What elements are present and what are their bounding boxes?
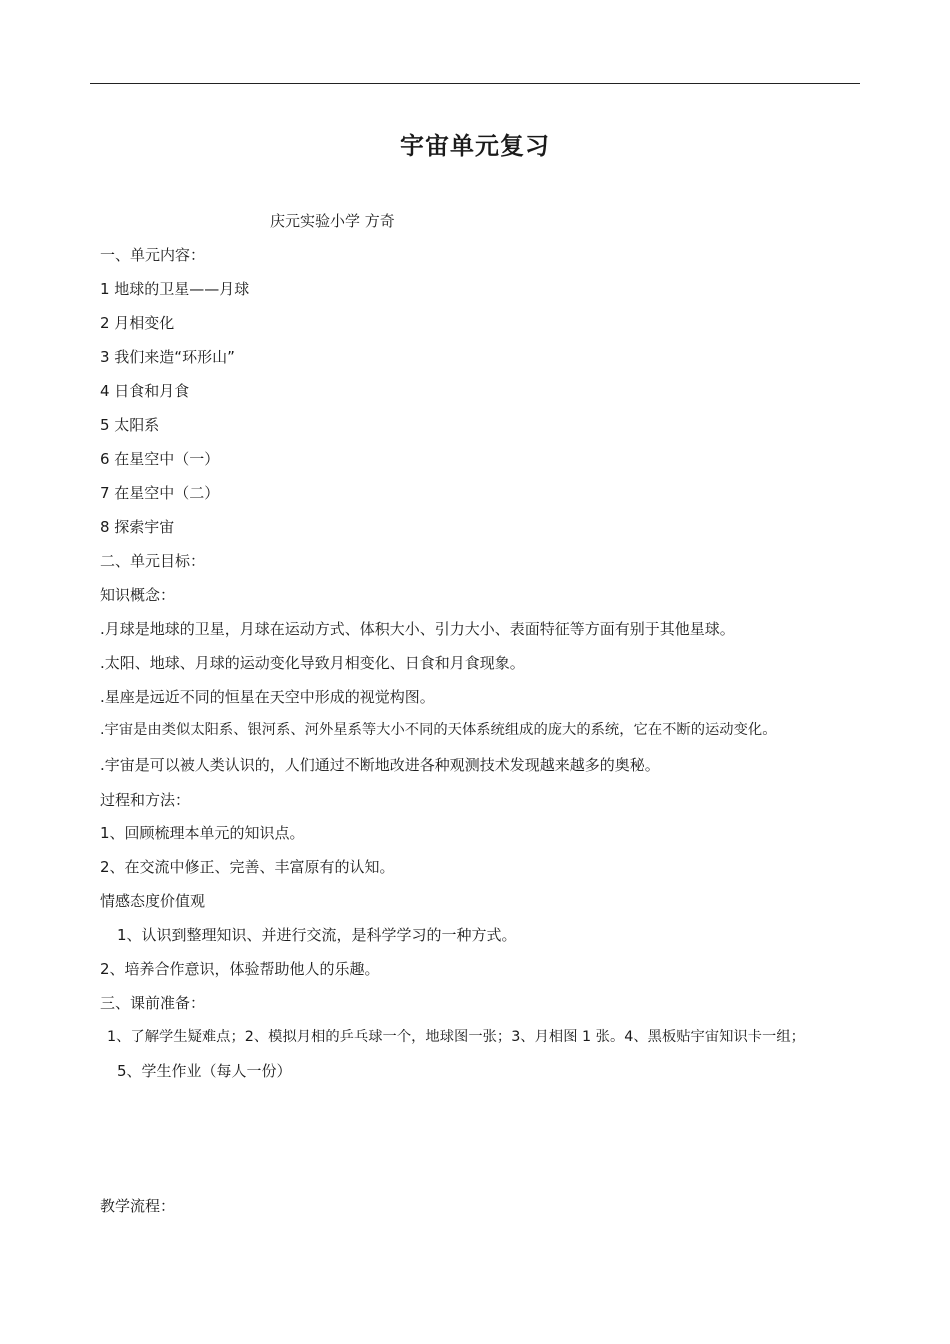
content-item: 7 在星空中（二） [100, 484, 220, 502]
content-item: 4 日食和月食 [100, 382, 190, 400]
author-line: 庆元实验小学 方奇 [270, 212, 395, 230]
content-item: 1 地球的卫星——月球 [100, 280, 250, 298]
knowledge-item: .星座是远近不同的恒星在天空中形成的视觉构图。 [100, 688, 435, 706]
document-title: 宇宙单元复习 [400, 131, 550, 160]
knowledge-item: .宇宙是可以被人类认识的，人们通过不断地改进各种观测技术发现越来越多的奥秘。 [100, 756, 660, 774]
flow-heading: 教学流程： [100, 1197, 176, 1215]
header-rule [90, 83, 860, 84]
goals-heading: 二、单元目标： [100, 552, 206, 570]
process-item: 2、在交流中修正、完善、丰富原有的认知。 [100, 858, 395, 876]
content-item: 5 太阳系 [100, 416, 160, 434]
content-item: 6 在星空中（一） [100, 450, 220, 468]
process-heading: 过程和方法： [100, 791, 191, 809]
knowledge-heading: 知识概念： [100, 586, 176, 604]
knowledge-item: .月球是地球的卫星，月球在运动方式、体积大小、引力大小、表面特征等方面有别于其他星球。 [100, 620, 735, 638]
knowledge-item: .太阳、地球、月球的运动变化导致月相变化、日食和月食现象。 [100, 654, 525, 672]
prep-heading: 三、课前准备： [100, 994, 206, 1012]
content-item: 8 探索宇宙 [100, 518, 175, 536]
prep-item: 5、学生作业（每人一份） [117, 1062, 292, 1080]
process-item: 1、回顾梳理本单元的知识点。 [100, 824, 305, 842]
content-heading: 一、单元内容： [100, 246, 206, 264]
attitude-item: 1、认识到整理知识、并进行交流，是科学学习的一种方式。 [117, 926, 517, 944]
content-item: 3 我们来造“环形山” [100, 348, 235, 366]
attitude-heading: 情感态度价值观 [100, 892, 206, 910]
prep-item: 1、了解学生疑难点；2、模拟月相的乒乓球一个，地球图一张；3、月相图 1 张。4、黑板贴宇宙知识卡一组； [107, 1029, 805, 1045]
content-item: 2 月相变化 [100, 314, 175, 332]
attitude-item: 2、培养合作意识，体验帮助他人的乐趣。 [100, 960, 380, 978]
knowledge-item: .宇宙是由类似太阳系、银河系、河外星系等大小不同的天体系统组成的庞大的系统，它在不断的运动变化。 [100, 722, 777, 738]
